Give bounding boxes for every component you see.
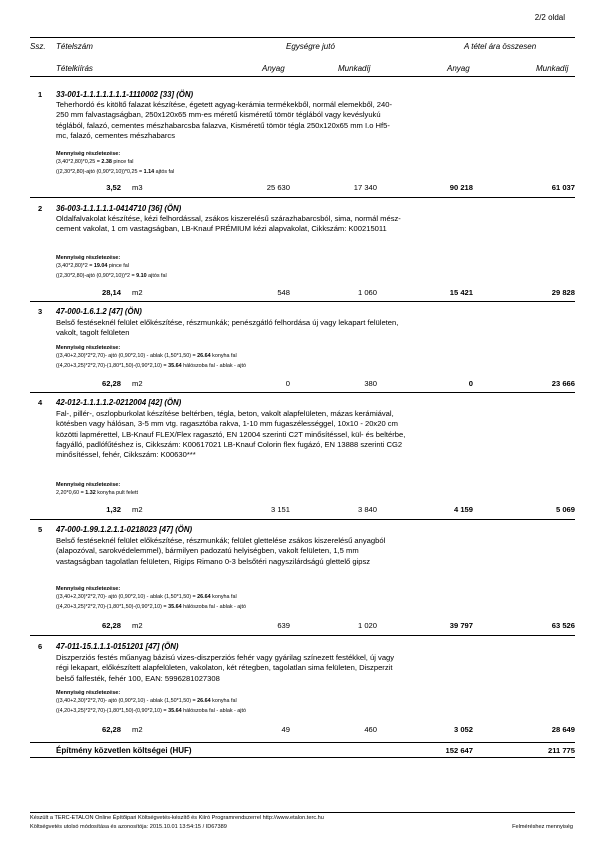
item-unit: m3 [132,183,143,192]
item-code: 47-000-1.99.1.2.1.1-0218023 [47] (ÖN) [56,525,193,534]
item-quantity: 3,52 [106,183,121,192]
item-quantity: 62,28 [101,621,121,630]
header-anyag: Anyag [262,64,285,73]
header-anyag-total: Anyag [447,64,470,73]
item-quantity: 62,28 [101,725,121,734]
quantity-detail-label: Mennyiség részletezése: [56,482,121,488]
quantity-detail-line: ((4,20+3,25)*2*2,70)-(1,80*1,50)-(0,90*2,10) = 35.64 hálószoba fal - ablak - ajtó [56,363,247,369]
total-top-rule [30,742,575,743]
quantity-detail-label: Mennyiség részletezése: [56,255,121,261]
quantity-detail-line: ((4,20+3,25)*2*2,70)-(1,80*1,50)-(0,90*2,10) = 35.64 hálószoba fal - ablak - ajtó [56,604,247,610]
row-divider [30,197,575,198]
item-unit-material: 0 [285,379,290,388]
quantity-detail-line: ((2,30*2,80)-ajtó (0,90*2,10))*0,25 = 1.14 ajtós fal [56,169,175,175]
header-egysegre-juto: Egységre jutó [286,42,335,51]
item-number: 5 [38,525,43,534]
item-unit-labor: 1 020 [357,621,377,630]
item-quantity: 28,14 [101,288,121,297]
footer-generator-note: Készült a TERC-ETALON Online Építőipari Költségvetés-készítő és Kiíró Programrendszerrel http://www.etalon.terc.hu [30,815,324,821]
item-code: 47-000-1.6.1.2 [47] (ÖN) [56,307,142,316]
row-divider [30,519,575,520]
item-unit: m2 [132,505,143,514]
item-total-labor: 29 828 [551,288,575,297]
item-number: 3 [38,307,43,316]
item-unit: m2 [132,725,143,734]
item-unit-material: 25 630 [266,183,290,192]
item-total-labor: 63 526 [551,621,575,630]
row-divider [30,635,575,636]
item-unit-material: 49 [281,725,290,734]
item-total-labor: 5 069 [555,505,575,514]
item-total-material: 39 797 [449,621,473,630]
quantity-detail-line: ((3,40+2,30)*2*2,70)- ajtó (0,90*2,10) - ablak (1,50*1,50) = 26.64 konyha fal [56,353,237,359]
item-unit: m2 [132,288,143,297]
quantity-detail-line: (3,40*2,80)*2 = 19.04 pince fal [56,263,129,269]
item-description: Diszperziós festés műanyag bázisú vizes-diszperziós fehér vagy gyárilag színezett festékkel, új vagy régi lekapart, előkészített alapfelületen, vakolaton, két rétegben, tagolatlan sima felületen, Diszperzit belső falfesték, fehér 100, EAN: 5996281027308 [56,653,395,683]
item-total-material: 3 052 [453,725,473,734]
quantity-detail-label: Mennyiség részletezése: [56,151,121,157]
header-tetelszam: Tételszám [56,42,93,51]
quantity-detail-line: (3,40*2,80)*0,25 = 2.38 pince fal [56,159,134,165]
item-quantity: 62,28 [101,379,121,388]
item-number: 4 [38,398,43,407]
footer-rule [30,812,575,813]
header-munkadij: Munkadíj [338,64,371,73]
item-description: Belső festéseknél felület előkészítése, részmunkák; felület glettelése zsákos kiszerelésű anyagból (alapozóval, sarokvédelemmel), bármilyen padozatú helyiségben, vakolt felületen, 1,5 mm vastagságban tagolatlan felületen, Rigips Rimano 0-3 belsőtéri nagyszilárdságú glettelő gipsz [56,536,386,566]
quantity-detail-line: ((2,30*2,80)-ajtó (0,90*2,10))*2 = 9.10 ajtós fal [56,273,167,279]
item-total-labor: 28 649 [551,725,575,734]
item-unit-labor: 17 340 [353,183,377,192]
total-label: Építmény közvetlen költségei (HUF) [56,746,192,755]
item-quantity: 1,32 [106,505,121,514]
header-tetel-ara: A tétel ára összesen [464,42,537,51]
item-total-material: 0 [468,379,473,388]
item-description: Fal-, pillér-, oszlopburkolat készítése beltérben, tégla, beton, vakolt alapfelületen, mázas kerámiával, kötésben vagy hálósan, 3-5 mm vtg. ragasztóba rakva, 1-10 mm fugaszélességgel, 10x10 - 20x20 cm közötti lapmérettel, LB-Knauf FLEX/Flex ragasztó, EN 12004 szerinti C2T minősítéssel, kül- és beltérbe, fagyálló, padlófűtéshez is, Cikkszám: K00617021 LB-Knauf Colorin flex fugázó, EN 13888 szerinti CG2 minősítéssel, fehér, Cikkszám: K00630*** [56,409,406,460]
footer-modified-note: Költségvetés utolsó módosítása és azonosítója: 2015.10.01 13:54:15 / ID67389 [30,824,227,830]
item-unit-labor: 380 [364,379,377,388]
item-number: 6 [38,642,43,651]
item-unit-labor: 1 060 [357,288,377,297]
item-code: 33-001-1.1.1.1.1.1.1-1110002 [33] (ÖN) [56,90,194,99]
item-description: Belső festéseknél felület előkészítése, részmunkák; penészgátló felhordása új vagy lekapart felületen, vakolt, tagolt felületen [56,318,399,338]
quantity-detail-line: 2,20*0,60 = 1.32 konyha pult felett [56,490,138,496]
page-number: 2/2 oldal [534,13,565,22]
item-number: 1 [38,90,43,99]
item-unit-labor: 3 840 [357,505,377,514]
header-ssz: Ssz. [30,42,46,51]
total-material: 152 647 [445,746,473,755]
header-top-rule [30,37,575,38]
quantity-detail-label: Mennyiség részletezése: [56,345,121,351]
item-unit-material: 3 151 [270,505,290,514]
quantity-detail-label: Mennyiség részletezése: [56,586,121,592]
item-unit: m2 [132,621,143,630]
footer-right-note: Felméréshez mennyiség [512,824,573,830]
item-description: Oldalfalvakolat készítése, kézi felhordással, zsákos kiszerelésű szárazhabarcsból, sima, normál mész-cement vakolat, 1 cm vastagságban, LB-Knauf PRÉMIUM kézi alapvakolat, Cikkszám: K00215011 [56,214,401,234]
item-unit-material: 548 [277,288,290,297]
header-munkadij-total: Munkadíj [536,64,569,73]
item-unit-labor: 460 [364,725,377,734]
item-total-material: 15 421 [449,288,473,297]
quantity-detail-line: ((4,20+3,25)*2*2,70)-(1,80*1,50)-(0,90*2,10) = 35.64 hálószoba fal - ablak - ajtó [56,708,247,714]
item-total-labor: 61 037 [551,183,575,192]
total-labor: 211 775 [547,746,575,755]
item-unit: m2 [132,379,143,388]
total-bottom-rule [30,757,575,758]
item-total-material: 4 159 [453,505,473,514]
item-total-material: 90 218 [449,183,473,192]
header-tetelkiiras: Tételkiírás [56,64,93,73]
row-divider [30,301,575,302]
quantity-detail-line: ((3,40+2,30)*2*2,70)- ajtó (0,90*2,10) - ablak (1,50*1,50) = 26.64 konyha fal [56,594,237,600]
item-unit-material: 639 [277,621,290,630]
quantity-detail-label: Mennyiség részletezése: [56,690,121,696]
item-number: 2 [38,204,43,213]
header-bottom-rule [30,76,575,77]
quantity-detail-line: ((3,40+2,30)*2*2,70)- ajtó (0,90*2,10) - ablak (1,50*1,50) = 26.64 konyha fal [56,698,237,704]
item-code: 42-012-1.1.1.1.2-0212004 [42] (ÖN) [56,398,182,407]
row-divider [30,392,575,393]
item-code: 36-003-1.1.1.1.1-0414710 [36] (ÖN) [56,204,182,213]
item-code: 47-011-15.1.1.1-0151201 [47] (ÖN) [56,642,179,651]
item-description: Teherhordó és kitöltő falazat készítése, égetett agyag-kerámia termékekből, normál elemekből, 240-250 mm falvastagságban, 250x120x65 mm-es méretű kisméretű tömör téglából vagy kevéslyukú téglából, falazó, cementes mészhabarcsba falazva, Kisméretű tömör tégla 250x120x65 mm I.o Hf5-mc, falazó, cementes mészhabarcs [56,100,392,140]
item-total-labor: 23 666 [551,379,575,388]
